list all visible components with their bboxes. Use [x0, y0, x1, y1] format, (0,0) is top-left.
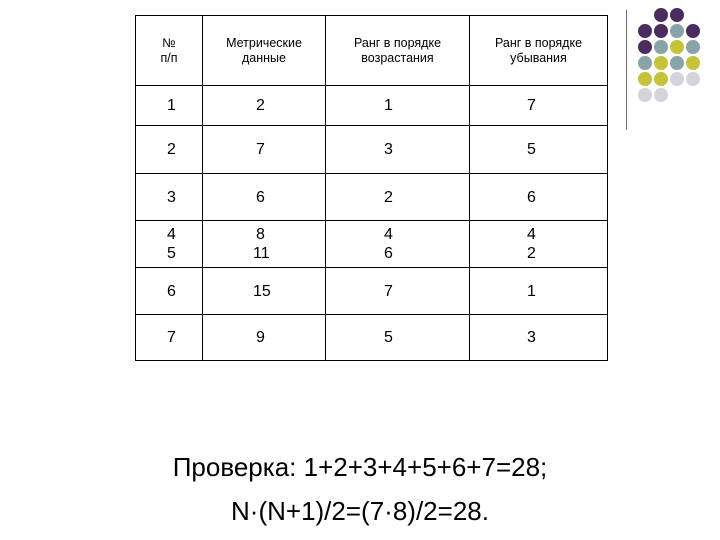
header-rank-ascending [326, 16, 470, 86]
header-text: № [162, 35, 176, 50]
table-cell [203, 221, 326, 268]
cell-line: 4 [167, 226, 176, 243]
decor-dot [670, 56, 684, 70]
table-row [136, 126, 608, 174]
cell-line: 11 [253, 245, 270, 262]
cell-line: 6 [384, 245, 393, 262]
decor-dot [638, 40, 652, 54]
header-rank-descending [470, 16, 608, 86]
cell-line: 5 [167, 245, 176, 262]
header-text: возрастания [361, 50, 434, 65]
decor-dot [638, 88, 652, 102]
table-cell: 15 [203, 268, 326, 315]
rank-table [135, 15, 608, 361]
table-cell [136, 221, 203, 268]
table-cell: 6 [136, 268, 203, 315]
header-text: п/п [160, 50, 178, 65]
table-cell: 3 [326, 126, 470, 174]
table-cell: 6 [470, 174, 608, 221]
table-cell: 7 [470, 86, 608, 126]
table-cell: 7 [326, 268, 470, 315]
table-cell [326, 221, 470, 268]
table-cell: 5 [470, 126, 608, 174]
decor-dot [654, 56, 668, 70]
table-header-row [136, 16, 608, 86]
cell-line: 4 [527, 226, 536, 243]
header-text: Ранг в порядке [353, 35, 442, 50]
check-line-2: N·(N+1)/2=(7·8)/2=28. [231, 496, 489, 526]
header-metric-data [203, 16, 326, 86]
header-text: Метрические [226, 35, 302, 50]
decor-dot [686, 56, 700, 70]
decor-dot [654, 40, 668, 54]
decor-dot [654, 88, 668, 102]
decor-dot [654, 72, 668, 86]
table-row [136, 174, 608, 221]
table-row-split [136, 221, 608, 268]
table-cell: 3 [470, 315, 608, 361]
table-cell: 2 [203, 86, 326, 126]
table-cell: 5 [326, 315, 470, 361]
decor-dot [670, 72, 684, 86]
table-cell: 2 [326, 174, 470, 221]
header-text: данные [242, 50, 286, 65]
decor-dot [670, 8, 684, 22]
decor-dot [670, 40, 684, 54]
decor-dot [638, 56, 652, 70]
cell-line: 8 [256, 226, 265, 243]
table-cell: 2 [136, 126, 203, 174]
decor-dot [638, 24, 652, 38]
decor-dot [670, 24, 684, 38]
decor-vertical-line [626, 10, 627, 130]
table-cell: 9 [203, 315, 326, 361]
rank-table-container [135, 15, 607, 344]
decor-dot [686, 72, 700, 86]
decor-dot [638, 72, 652, 86]
table-row [136, 268, 608, 315]
decor-dot [686, 40, 700, 54]
cell-line: 2 [527, 245, 536, 262]
header-text: убывания [510, 50, 567, 65]
header-text: Ранг в порядке [494, 35, 583, 50]
table-cell: 7 [136, 315, 203, 361]
table-cell: 7 [203, 126, 326, 174]
header-number [136, 16, 203, 86]
table-row [136, 86, 608, 126]
table-cell: 1 [470, 268, 608, 315]
table-cell: 6 [203, 174, 326, 221]
decor-dots [638, 8, 718, 120]
table-row [136, 315, 608, 361]
decor-dot [654, 24, 668, 38]
cell-line: 4 [384, 226, 393, 243]
table-cell: 1 [326, 86, 470, 126]
table-cell: 3 [136, 174, 203, 221]
table-cell [470, 221, 608, 268]
check-line-1: Проверка: 1+2+3+4+5+6+7=28; [172, 452, 548, 482]
decor-dot [654, 8, 668, 22]
table-cell: 1 [136, 86, 203, 126]
decor-dot [686, 24, 700, 38]
